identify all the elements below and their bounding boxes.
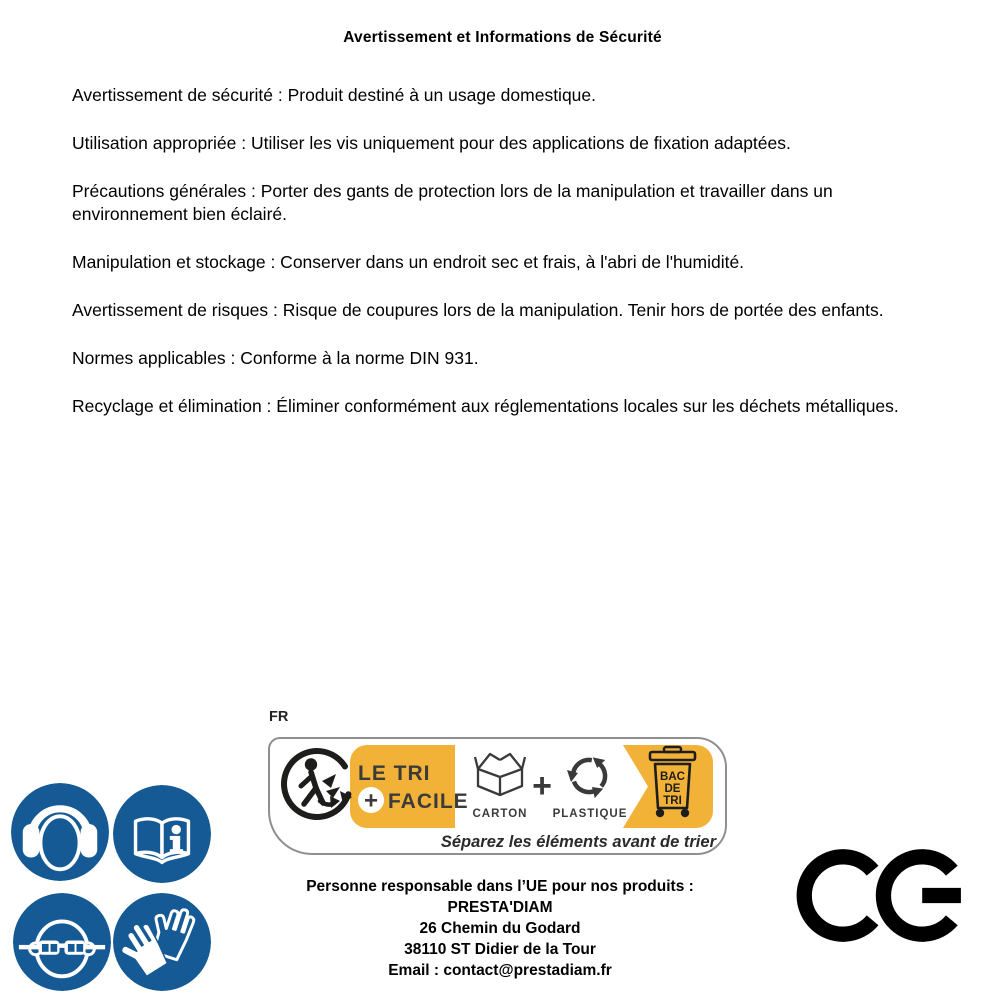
triman-recycling-banner xyxy=(268,737,727,855)
paragraph-avertissement-securite: Avertissement de sécurité : Produit destiné à un usage domestique. xyxy=(72,85,597,105)
triman-logo-icon xyxy=(284,751,352,817)
headline-line2: FACILE xyxy=(388,790,469,813)
bin-text-line3: TRI xyxy=(663,795,682,807)
page-title: Avertissement et Informations de Sécurité xyxy=(343,29,662,46)
paragraph-manipulation-stockage: Manipulation et stockage : Conserver dans un endroit sec et frais, à l'abri de l'humidité. xyxy=(72,252,745,272)
paragraph-precautions: Précautions générales : Porter des gants de protection lors de la manipulation et travailler dans un environnement bien éclairé. xyxy=(72,181,833,224)
paragraph-recyclage: Recyclage et élimination : Éliminer conformément aux réglementations locales sur les déchets métalliques. xyxy=(72,396,899,416)
sorting-tagline: Séparez les éléments avant de trier xyxy=(440,833,716,851)
eye-protection-icon xyxy=(13,893,111,991)
headline-plus: + xyxy=(363,787,379,815)
safety-paragraphs xyxy=(72,84,920,443)
bin-text-line1: BAC xyxy=(660,771,685,783)
mandatory-safety-icons xyxy=(11,783,215,993)
material-right-label: PLASTIQUE xyxy=(552,808,628,820)
paragraph-utilisation: Utilisation appropriée : Utiliser les vis uniquement pour des applications de fixation adaptées. xyxy=(72,133,791,153)
address-street: 26 Chemin du Godard xyxy=(419,920,581,937)
material-left-label: CARTON xyxy=(472,808,528,820)
paragraph-normes: Normes applicables : Conforme à la norme DIN 931. xyxy=(72,348,479,368)
triman-banner-graphic xyxy=(270,739,725,853)
responsible-person-block xyxy=(250,876,750,981)
headline-line1: LE TRI xyxy=(358,762,431,785)
company-name: PRESTA'DIAM xyxy=(447,899,553,916)
paragraph-avertissement-risques: Avertissement de risques : Risque de coupures lors de la manipulation. Tenir hors de portée des enfants. xyxy=(72,300,884,320)
contact-email: Email : contact@prestadiam.fr xyxy=(388,962,612,979)
ce-marking xyxy=(796,846,962,945)
materials-plus: + xyxy=(532,767,552,805)
protective-gloves-icon xyxy=(113,893,211,991)
bin-text-line2: DE xyxy=(664,783,681,795)
ear-protection-icon xyxy=(11,783,109,881)
country-code-label: FR xyxy=(269,709,289,725)
responsible-intro: Personne responsable dans l’UE pour nos produits : xyxy=(306,878,694,895)
read-manual-icon xyxy=(113,785,211,883)
address-city: 38110 ST Didier de la Tour xyxy=(404,941,596,958)
